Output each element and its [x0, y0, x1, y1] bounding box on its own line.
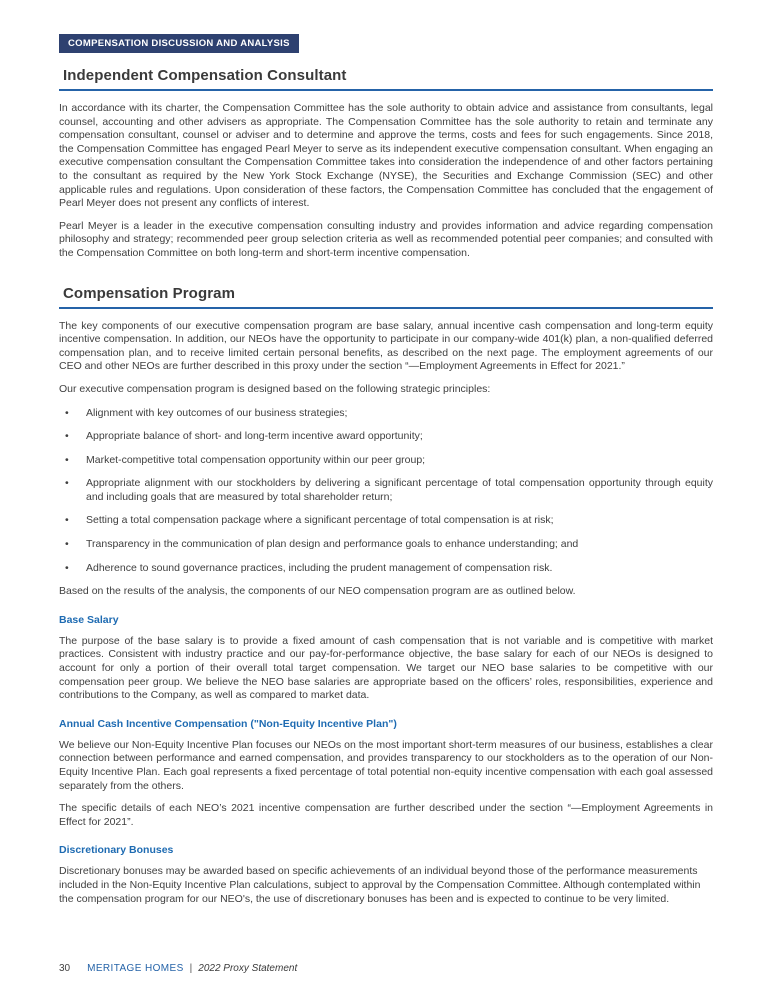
paragraph-specific-details: The specific details of each NEO’s 2021 incentive compensation are further described under the section “—Employment Agreements in Effect for 2021”.	[59, 802, 713, 828]
list-item: • Alignment with key outcomes of our business strategies;	[59, 407, 713, 421]
paragraph-analysis-outro: Based on the results of the analysis, the components of our NEO compensation program are as outlined below.	[59, 585, 576, 598]
paragraph-consultant-authority: In accordance with its charter, the Compensation Committee has the sole authority to obtain advice and assistance from consultants, legal counsel, accounting and other advisers as appropriate. The Compensation Committee has the sole authority to retain and terminate any compensation consultant, counsel or adviser and to determine and approve the terms, costs and fees for such engagements. Since 2018, the Compensation Committee has engaged Pearl Meyer to serve as its independent executive compensation consultant. When engaging an executive compensation consultant the Compensation Committee takes into consideration the independence of and other factors pertaining to the consultant as required by the New York Stock Exchange (NYSE), the Securities and Exchange Commission (SEC) and other applicable rules and regulations. Upon consideration of these factors, the Compensation Committee has concluded that the engagement of Pearl Meyer does not present any conflicts of interest.	[59, 102, 713, 210]
subheading-annual-cash-incentive: Annual Cash Incentive Compensation ("Non-Equity Incentive Plan")	[59, 717, 397, 730]
list-item: • Appropriate alignment with our stockholders by delivering a significant percentage of total compensation opportunity through equity and including goals that are measured by total shareholder return;	[59, 477, 713, 504]
section-badge: COMPENSATION DISCUSSION AND ANALYSIS	[59, 34, 299, 53]
list-item: • Setting a total compensation package where a significant percentage of total compensation is at risk;	[59, 514, 713, 528]
document-title: 2022 Proxy Statement	[198, 963, 298, 974]
list-item: • Transparency in the communication of plan design and performance goals to enhance understanding; and	[59, 538, 713, 552]
company-name: MERITAGE HOMES	[87, 963, 184, 974]
paragraph-principles-intro: Our executive compensation program is designed based on the following strategic principles:	[59, 382, 491, 395]
paragraph-key-components: The key components of our executive compensation program are base salary, annual incentive cash compensation and long-term equity incentive compensation. In addition, our NEOs have the opportunity to participate in our company-wide 401(k) plan, a non-qualified deferred compensation plan, and to receive limited certain personal benefits, as described on the next page. The employment agreements of our CEO and other NEOs are further described in this proxy under the section “—Employment Agreements in Effect for 2021.”	[59, 319, 713, 373]
paragraph-discretionary-bonuses: Discretionary bonuses may be awarded based on specific achievements of an individual beyond those of the performance measurements included in the Non-Equity Incentive Plan calculations, subject to approval by the Compensation Committee. Although contemplated within the compensation program for our NEO's, the use of discretionary bonuses has been and is expected to continue to be very limited.	[59, 865, 701, 905]
paragraph-pearl-meyer: Pearl Meyer is a leader in the executive compensation consulting industry and provides information and advice regarding compensation philosophy and strategy; recommended peer group selection criteria as well as recommended potential peer companies; and consulted with the Compensation Committee on both long-term and short-term incentive compensation.	[59, 219, 713, 259]
subheading-discretionary-bonuses: Discretionary Bonuses	[59, 844, 174, 857]
section-title-independent-compensation-consultant: Independent Compensation Consultant	[59, 65, 713, 91]
footer-separator: |	[189, 963, 193, 974]
strategic-principles-list	[59, 407, 713, 576]
list-item: • Adherence to sound governance practices, including the prudent management of compensation risk.	[59, 562, 713, 576]
list-item: • Appropriate balance of short- and long-term incentive award opportunity;	[59, 430, 713, 444]
list-item: • Market-competitive total compensation opportunity within our peer group;	[59, 454, 713, 468]
paragraph-non-equity-plan: We believe our Non-Equity Incentive Plan focuses our NEOs on the most important short-term measures of our business, establishes a clear connection between performance and earned compensation, and provides transparency to our stockholders as to the operation of our Non-Equity Incentive Plan. Each goal represents a fixed percentage of total potential non-equity incentive compensation with each goal assessed separately from the others.	[59, 738, 713, 792]
section-title-compensation-program: Compensation Program	[59, 283, 713, 309]
paragraph-base-salary: The purpose of the base salary is to provide a fixed amount of cash compensation that is not variable and is competitive with market practices. Consistent with industry practice and our pay-for-performance objective, the base salary for each of our NEOs is designed to account for only a portion of their overall total target compensation. We target our NEO base salaries to be competitive with our compensation peer group. We believe the NEO base salaries are appropriate based on the officers’ roles, responsibilities, experience and contributions to the Company, as well as compared to market data.	[59, 634, 713, 702]
subheading-base-salary: Base Salary	[59, 613, 119, 626]
page-number: 30	[59, 963, 71, 974]
page-footer	[59, 963, 297, 974]
